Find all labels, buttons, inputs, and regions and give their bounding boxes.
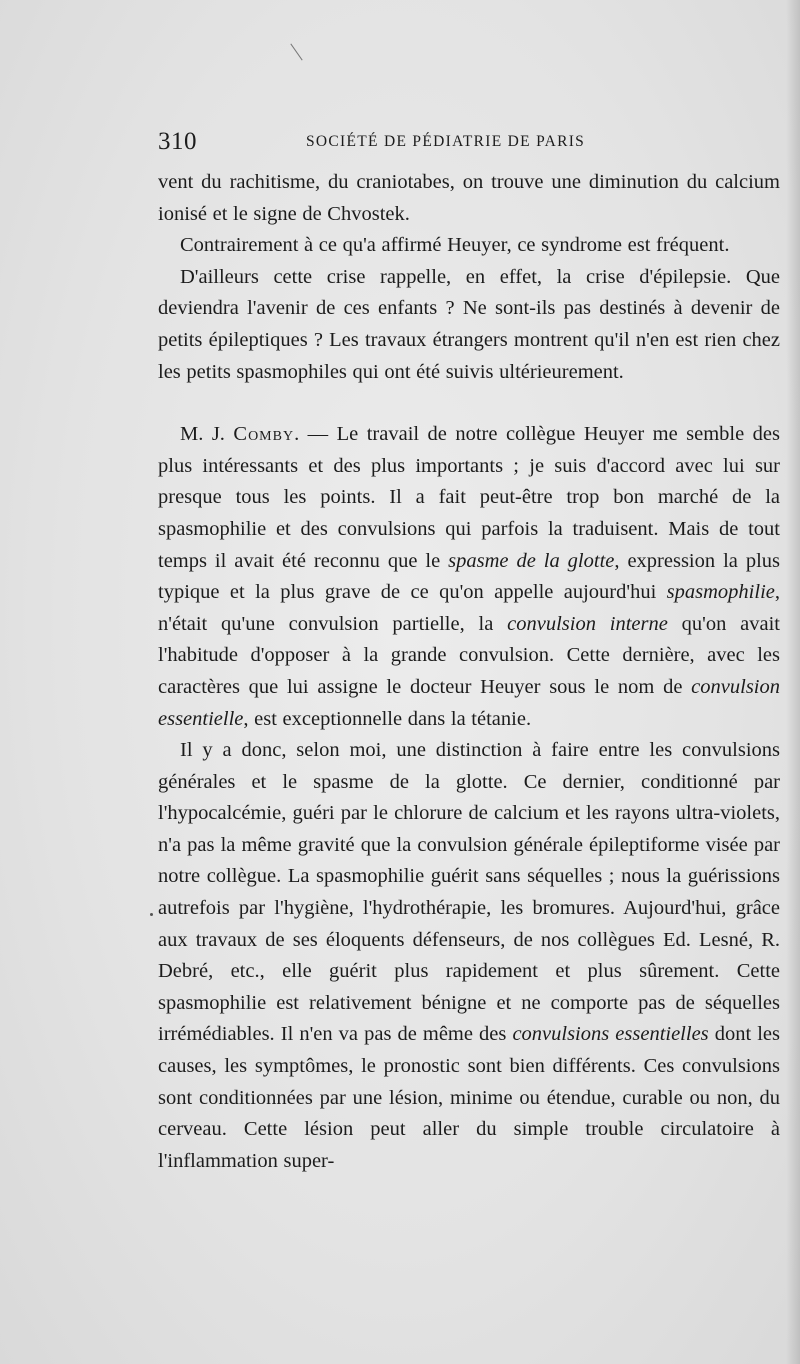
speaker-dash: . — <box>294 423 337 446</box>
paragraph-1: vent du rachitisme, du craniotabes, on trouve une diminution du calcium ionisé et le signe de Chvostek. <box>158 171 780 225</box>
p4-text-4: qu'on avait l'habitude d'opposer à la grande convulsion. Cette dernière, avec les caractères que lui assigne le docteur Heuyer sous le nom de <box>158 612 780 698</box>
p4-text-5: , est exceptionnelle dans la tétanie. <box>243 707 532 730</box>
body-text <box>158 167 780 1177</box>
p4-text-2: , expression la plus typique et la plus grave de ce qu'on appelle aujourd'hui <box>158 549 780 604</box>
page-number: 310 <box>158 128 197 155</box>
paragraph-5 <box>158 735 780 1177</box>
p5-italic-1: convulsions essentielles <box>512 1023 709 1046</box>
speaker-prefix: M. J. <box>180 423 234 446</box>
p5-text-2: dont les causes, les symptômes, le pronostic sont bien différents. Ces convulsions sont conditionnées par une lésion, minime ou étendue, curable ou non, du cerveau. Cette lésion peut aller du simple trouble circulatoire à l'inflammation super- <box>158 1023 780 1172</box>
speaker-name: Comby <box>233 423 295 446</box>
paragraph-3: D'ailleurs cette crise rappelle, en effet, la crise d'épilepsie. Que deviendra l'avenir de ces enfants ? Ne sont-ils pas destinés à devenir de petits épileptiques ? Les travaux étrangers montrent qu'il n'en est rien chez les petits spasmophiles qui ont été suivis ultérieurement. <box>158 265 780 383</box>
p4-italic-4: convulsion essentielle <box>158 675 780 730</box>
paragraph-4 <box>158 419 780 735</box>
paragraph-2: Contrairement à ce qu'a affirmé Heuyer, ce syndrome est fréquent. <box>180 234 730 257</box>
p5-text-1: Il y a donc, selon moi, une distinction à faire entre les convulsions générales et le spasme de la glotte. Ce dernier, conditionné par l'hypocalcémie, guéri par le chlorure de calcium et les rayons ultra-violets, n'a pas la même gravité que la convulsion générale épileptiforme visée par notre collègue. La spasmophilie guérit sans séquelles ; nous la guérissions autrefois par l'hygiène, l'hydrothérapie, les bromures. Aujourd'hui, grâce aux travaux de ses éloquents défenseurs, de nos collègues Ed. Lesné, R. Debré, etc., elle guérit plus rapidement et plus sûrement. Cette spasmophilie est relativement bénigne et ne comporte pas de séquelles irrémédiables. Il n'en va pas de même des <box>158 739 780 1046</box>
p4-italic-3: convulsion interne <box>507 612 668 635</box>
p4-italic-2: spasmophilie <box>666 581 775 604</box>
p4-text-3: , n'était qu'une convulsion partielle, la <box>158 581 780 635</box>
p4-italic-1: spasme de la glotte <box>448 549 615 572</box>
p4-text-1: Le travail de notre collègue Heuyer me semble des plus intéressants et des plus importants ; je suis d'accord avec lui sur presque tous les points. Il a fait peut-être trop bon marché de la spasmophilie et des convulsions qui parfois la traduisent. Mais de tout temps il avait été reconnu que le <box>158 423 780 572</box>
page-edge-shadow <box>786 0 800 1364</box>
running-head: SOCIÉTÉ DE PÉDIATRIE DE PARIS <box>306 133 586 150</box>
paragraph-gap <box>158 388 780 419</box>
scan-mark <box>290 44 302 61</box>
page-header <box>158 128 780 162</box>
margin-dot <box>150 913 153 916</box>
